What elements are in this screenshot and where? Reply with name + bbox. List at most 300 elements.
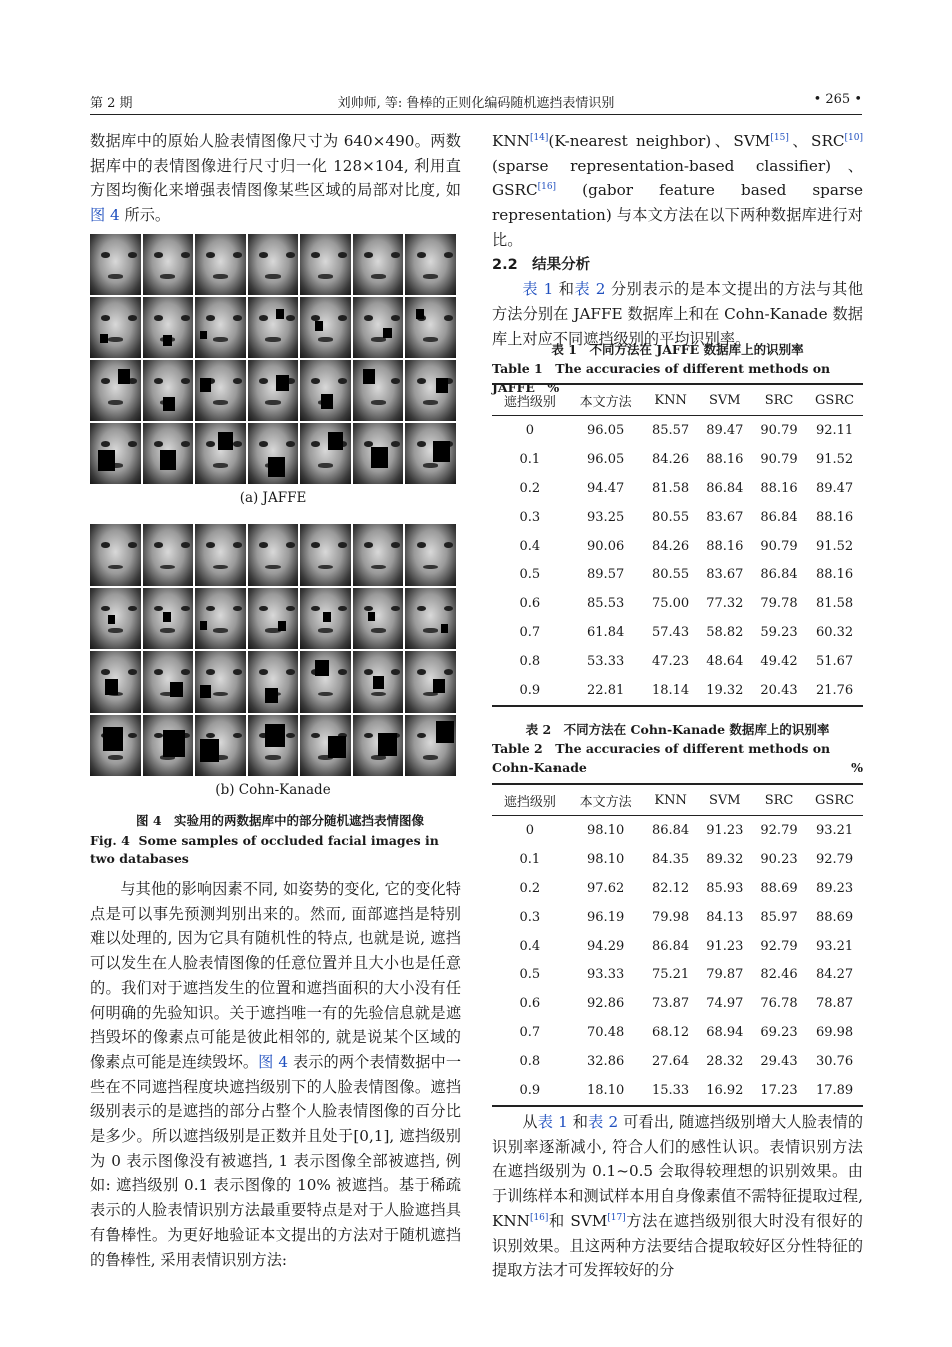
table-cell: 98.10 (587, 822, 625, 838)
left-p2-text-a: 与其他的影响因素不同, 如姿势的变化, 它的变化特点是可以事先预测判别出来的。然而, 面部遮挡是特别难以处理的, 因为它具有随机性的特点, 也就是说, 遮挡可以发生在人脸表情图像的任意位置并且大小也是任意的。我们对于遮挡发生的位置和遮挡面积的大小没有任何明确的先验知识。关于遮挡唯一有的先验信息就是遮挡毁坏的像素点可能是彼此相邻的, 就是说某个区域的像素点可能是连续毁坏。 (90, 880, 461, 1071)
face-thumbnail (353, 234, 404, 295)
face-thumbnail (143, 297, 194, 358)
table-cell: 57.43 (651, 625, 690, 641)
table-cell: 89.57 (587, 567, 625, 583)
face-thumbnail (90, 715, 141, 777)
table-cell: 92.11 (815, 422, 854, 438)
face-thumbnail (248, 651, 299, 713)
table-row (492, 845, 863, 874)
occlusion-block (200, 331, 207, 340)
face-thumbnail (353, 588, 404, 650)
face-thumbnail (195, 524, 246, 586)
table-cell: 0.4 (519, 538, 541, 554)
left-p1-text: 数据库中的原始人脸表情图像尺寸为 640×490。两数据库中的表情图像进行尺寸归一化 128×104, 利用直方图均衡化来增强表情图像某些区域的局部对比度, 如 (90, 132, 461, 200)
face-thumbnail (353, 524, 404, 586)
table2-link-2[interactable]: 表 2 (588, 1113, 619, 1131)
table-cell: 89.47 (815, 480, 854, 496)
occlusion-block (278, 621, 286, 630)
right-p2-and: 和 (553, 280, 575, 299)
table-cell: 85.53 (587, 596, 625, 612)
table-cell: 28.32 (706, 1054, 744, 1070)
face-thumbnail (248, 524, 299, 586)
occlusion-block (163, 397, 175, 412)
table-cell: 49.42 (760, 654, 798, 670)
face-thumbnail (90, 524, 141, 586)
table-cell: 92.86 (587, 996, 625, 1012)
face-thumbnail (195, 234, 246, 295)
table-cell: 0.7 (519, 1025, 541, 1041)
table-cell: 81.58 (651, 480, 690, 496)
table2-caption-en-line1: Table 2 The accuracies of different methods on Cohn-Ka- (492, 741, 831, 775)
face-thumbnail (143, 715, 194, 777)
face-thumbnail (90, 588, 141, 650)
table-cell: 60.32 (815, 625, 854, 641)
face-thumbnail (300, 234, 351, 295)
table1-link[interactable]: 表 1 (522, 280, 554, 299)
face-thumbnail (300, 651, 351, 713)
occlusion-block (433, 679, 445, 694)
occlusion-block (328, 736, 346, 758)
occlusion-block (200, 621, 207, 630)
table-cell: 85.57 (651, 422, 690, 438)
table-cell: 86.84 (760, 509, 798, 525)
table-cell: 88.69 (760, 880, 798, 896)
occlusion-block (315, 321, 323, 330)
table2-unit: % (851, 760, 863, 775)
table-cell: 17.23 (752, 1076, 806, 1106)
table-cell: 19.32 (698, 676, 752, 706)
table-row (492, 874, 863, 903)
table-cell: 89.47 (706, 422, 744, 438)
jaffe-image-grid (90, 234, 456, 484)
table-cell: 88.16 (815, 567, 854, 583)
table-cell: 88.69 (815, 909, 854, 925)
left-paragraph-2 (90, 877, 461, 1272)
fig4-link-2[interactable]: 图 4 (258, 1052, 289, 1071)
table-row (492, 445, 863, 474)
face-thumbnail (195, 423, 246, 484)
table-cell: 84.13 (706, 909, 744, 925)
table-cell: 0.9 (492, 676, 568, 706)
table-cohn-kanade (492, 783, 863, 1107)
table1-link-2[interactable]: 表 1 (537, 1113, 568, 1131)
occlusion-block (373, 676, 384, 690)
table2-caption-en-line2 (553, 758, 863, 777)
table-cell: 58.82 (706, 625, 744, 641)
table-cell: 96.05 (587, 422, 625, 438)
occlusion-block (323, 612, 331, 622)
face-thumbnail (195, 588, 246, 650)
table-cell: 80.55 (651, 567, 690, 583)
src-text: 、SRC (788, 132, 845, 150)
table-cell: 0.4 (519, 938, 541, 954)
face-thumbnail (143, 651, 194, 713)
table-cell: 93.25 (587, 509, 625, 525)
occlusion-block (436, 378, 448, 393)
table-cell: 83.67 (706, 509, 744, 525)
occlusion-block (265, 724, 284, 747)
occlusion-block (100, 334, 108, 343)
face-thumbnail (405, 524, 456, 586)
table-cell: 73.87 (651, 996, 690, 1012)
table-cell: 69.98 (815, 1025, 854, 1041)
table-row (492, 816, 863, 845)
face-thumbnail (300, 297, 351, 358)
page-number: • 265 • (813, 92, 862, 107)
face-thumbnail (248, 715, 299, 777)
table2-caption-cn: 表 2 不同方法在 Cohn-Kanade 数据库上的识别率 (525, 722, 830, 737)
table-cell: 88.16 (706, 451, 744, 467)
left-p1-tail: 所示。 (119, 206, 171, 225)
face-thumbnail (300, 524, 351, 586)
face-thumbnail (90, 423, 141, 484)
right-p3-b: 和 (567, 1113, 589, 1131)
table-cell: 94.29 (587, 938, 625, 954)
left-p2-text-b: 表示的两个表情数据中一些在不同遮挡程度块遮挡级别下的人脸表情图像。遮挡级别表示的是遮挡的部分占整个人脸表情图像的百分比是多少。所以遮挡级别是正数并且处于[0,1], 遮挡级别为 0 表示图像没有被遮挡, 1 表示图像全部被遮挡, 例如: 遮挡级别 0.1 表示图像的 10% 被遮挡。基于稀疏表示的人脸表情识别方法最重要特点是对于人脸遮挡具有鲁棒性。为更好地验证本文提出的方法对于随机遮挡的鲁棒性, 采用表情识别方法: (90, 1052, 462, 1269)
table-cell: 91.52 (815, 538, 854, 554)
table-header-cell: SRC (752, 784, 806, 816)
right-p3-a: 从 (522, 1113, 538, 1131)
face-thumbnail (143, 524, 194, 586)
table-cell: 90.79 (760, 422, 798, 438)
face-thumbnail (143, 360, 194, 421)
face-thumbnail (405, 715, 456, 777)
table-cell: 93.21 (815, 822, 854, 838)
table-cell: 91.52 (815, 451, 854, 467)
table-cell: 86.84 (651, 822, 690, 838)
table-cell: 91.23 (706, 938, 744, 954)
occlusion-block (416, 309, 424, 319)
face-thumbnail (405, 360, 456, 421)
table-cell: 90.23 (760, 851, 798, 867)
figure-caption-en-text: Some samples of occluded facial images in two databases (90, 833, 439, 866)
table-cell: 96.05 (587, 451, 625, 467)
table-cell: 0.3 (519, 509, 541, 525)
table-cell: 85.93 (706, 880, 744, 896)
table-cell: 75.21 (651, 967, 690, 983)
table-cell: 89.32 (706, 851, 744, 867)
ref-17[interactable]: [17] (607, 1212, 626, 1223)
table-cell: 88.16 (815, 509, 854, 525)
table-cell: 84.26 (651, 451, 690, 467)
face-thumbnail (248, 588, 299, 650)
table-cell: 92.79 (760, 822, 798, 838)
ref-15[interactable]: [15] (770, 132, 789, 143)
gsrc-text: (sparse representation-based classifier)、GSRC (492, 156, 863, 200)
table-row (492, 903, 863, 932)
occlusion-block (160, 450, 176, 470)
face-thumbnail (143, 588, 194, 650)
face-thumbnail (300, 423, 351, 484)
table-cell: 20.43 (752, 676, 806, 706)
table-cell: 18.10 (568, 1076, 644, 1106)
table-cell: 0.5 (519, 967, 541, 983)
table-jaffe (492, 383, 863, 707)
table-cell: 82.12 (651, 880, 690, 896)
table-row (492, 532, 863, 561)
table-cell: 17.89 (806, 1076, 863, 1106)
table-row (492, 989, 863, 1018)
table-cell: 81.58 (815, 596, 854, 612)
occlusion-block (103, 727, 123, 752)
table-cell: 53.33 (587, 654, 625, 670)
table-cell: 91.23 (706, 822, 744, 838)
table-cell: 0.9 (492, 1076, 568, 1106)
table-cell: 79.98 (651, 909, 690, 925)
ref-14[interactable]: [14] (529, 132, 549, 143)
face-thumbnail (300, 715, 351, 777)
table-cell: 0.6 (519, 996, 541, 1012)
face-thumbnail (248, 360, 299, 421)
table-cell: 0.7 (519, 625, 541, 641)
table-cell: 75.00 (651, 596, 690, 612)
face-thumbnail (353, 651, 404, 713)
table-cell: 68.12 (651, 1025, 690, 1041)
table-cell: 0.5 (519, 567, 541, 583)
svm-text: (K-nearest neighbor)、SVM (548, 132, 771, 150)
face-thumbnail (248, 423, 299, 484)
occlusion-block (218, 432, 233, 450)
table-cell: 98.10 (587, 851, 625, 867)
table-cell: 51.67 (815, 654, 854, 670)
face-thumbnail (248, 234, 299, 295)
figure-caption-en (90, 832, 461, 868)
face-thumbnail (300, 588, 351, 650)
table-cell: 30.76 (815, 1054, 854, 1070)
ref-10[interactable]: [10] (844, 132, 864, 143)
cohn-kanade-image-grid (90, 524, 456, 776)
left-paragraph-1 (90, 129, 461, 228)
table-cell: 86.84 (760, 567, 798, 583)
table-cell: 16.92 (698, 1076, 752, 1106)
table-cell: 48.64 (706, 654, 744, 670)
occlusion-block (105, 679, 118, 695)
table-cell: 32.86 (587, 1054, 625, 1070)
table-row (492, 676, 863, 706)
table-header-cell: SVM (698, 784, 752, 816)
table-cell: 97.62 (587, 880, 625, 896)
face-thumbnail (300, 360, 351, 421)
table-row (492, 618, 863, 647)
right-p3-d: 和 SVM (548, 1211, 608, 1230)
face-thumbnail (405, 234, 456, 295)
ref-16[interactable]: [16] (537, 182, 557, 193)
face-thumbnail (90, 297, 141, 358)
occlusion-block (441, 624, 448, 633)
table-header-cell: 遮挡级别 (492, 784, 568, 816)
table-cell: 84.35 (651, 851, 690, 867)
face-thumbnail (353, 423, 404, 484)
table-row (492, 1047, 863, 1076)
occlusion-block (98, 450, 115, 471)
occlusion-block (436, 721, 454, 743)
face-thumbnail (195, 651, 246, 713)
comparison-text: (gabor feature based sparse representation) 与本文方法在以下两种数据库进行对比。 (492, 181, 863, 249)
occlusion-block (378, 733, 397, 756)
face-thumbnail (195, 360, 246, 421)
face-thumbnail (405, 423, 456, 484)
table-header-cell: GSRC (806, 784, 863, 816)
occlusion-block (276, 309, 284, 319)
table-cell: 92.79 (760, 938, 798, 954)
table-cell: 86.84 (651, 938, 690, 954)
occlusion-block (363, 369, 375, 384)
occlusion-block (321, 394, 334, 409)
table2-link[interactable]: 表 2 (574, 280, 606, 299)
table-cell: 90.06 (587, 538, 625, 554)
table-header-cell: 本文方法 (568, 384, 644, 416)
table1-caption-cn: 表 1 不同方法在 JAFFE 数据库上的识别率 (551, 342, 804, 357)
table-cell: 68.94 (706, 1025, 744, 1041)
occlusion-block (371, 447, 388, 468)
issue-label: 第 2 期 (90, 96, 133, 111)
table-row (492, 647, 863, 676)
occlusion-block (108, 615, 116, 624)
table-cell: 0.2 (519, 880, 541, 896)
table-cell: 77.32 (706, 596, 744, 612)
occlusion-block (265, 688, 277, 703)
face-thumbnail (405, 297, 456, 358)
table-header-cell: 遮挡级别 (492, 384, 568, 416)
table-row (492, 932, 863, 961)
table-row (492, 589, 863, 618)
table-cell: 90.79 (760, 538, 798, 554)
face-thumbnail (90, 234, 141, 295)
table-row (492, 960, 863, 989)
section-heading: 2.2 结果分析 (492, 256, 591, 273)
table-cell: 90.79 (760, 451, 798, 467)
occlusion-block (368, 612, 375, 621)
ref-16b[interactable]: [16] (529, 1212, 549, 1223)
table1-caption-en: Table 1 The accuracies of different methods on JAFFE % (492, 361, 831, 395)
table-row (492, 416, 863, 445)
face-thumbnail (143, 234, 194, 295)
table-cell: 82.46 (760, 967, 798, 983)
occlusion-block (276, 375, 289, 391)
table-cell: 76.78 (760, 996, 798, 1012)
occlusion-block (200, 739, 219, 762)
occlusion-block (433, 441, 450, 462)
face-thumbnail (353, 297, 404, 358)
table-cell: 85.97 (760, 909, 798, 925)
table-cell: 83.67 (706, 567, 744, 583)
table-cell: 88.16 (706, 538, 744, 554)
occlusion-block (200, 685, 211, 699)
subfigure-b-label: (b) Cohn-Kanade (215, 782, 331, 798)
occlusion-block (383, 328, 392, 338)
table-cell: 0.8 (519, 654, 541, 670)
occlusion-block (118, 369, 131, 384)
table-cell: 70.48 (587, 1025, 625, 1041)
table-row (492, 560, 863, 589)
table-cell: 69.23 (760, 1025, 798, 1041)
face-thumbnail (90, 651, 141, 713)
table-cell: 0.1 (519, 851, 541, 867)
face-thumbnail (195, 297, 246, 358)
table-cell: 89.23 (815, 880, 854, 896)
table-cell: 15.33 (644, 1076, 698, 1106)
table-cell: 84.27 (815, 967, 854, 983)
face-thumbnail (195, 715, 246, 777)
table-cell: 0.3 (519, 909, 541, 925)
knn-text: KNN (492, 132, 530, 150)
face-thumbnail (353, 715, 404, 777)
face-thumbnail (405, 588, 456, 650)
fig4-link[interactable]: 图 4 (90, 206, 120, 225)
table-row (492, 1076, 863, 1106)
table-header-cell: SRC (752, 384, 806, 416)
occlusion-block (163, 335, 172, 346)
occlusion-block (170, 682, 182, 697)
table-cell: 0.8 (519, 1054, 541, 1070)
table-header-cell: KNN (644, 784, 698, 816)
table-cell: 47.23 (651, 654, 690, 670)
face-thumbnail (353, 360, 404, 421)
figure-caption-cn: 图 4 实验用的两数据库中的部分随机遮挡表情图像 (135, 813, 425, 828)
right-paragraph-3 (492, 1110, 863, 1283)
table-cell: 0 (525, 422, 535, 438)
right-p3-c: 可看出, 随遮挡级别增大人脸表情的识别率逐渐减小, 符合人们的感性认识。表情识别方法在遮挡级别为 0.1~0.5 会取得较理想的识别效果。由于训练样本和测试样本用自身像素值不需特征提取过程, KNN (492, 1113, 864, 1230)
table-cell: 0 (525, 822, 535, 838)
face-thumbnail (90, 360, 141, 421)
running-header (90, 92, 862, 115)
right-p3-e: 方法在遮挡级别很大时没有很好的识别效果。且这两种方法要结合提取较好区分性特征的提取方法才可发挥较好的分 (492, 1211, 863, 1280)
table-cell: 74.97 (706, 996, 744, 1012)
occlusion-block (200, 378, 211, 391)
table-header-cell: GSRC (806, 384, 863, 416)
face-thumbnail (143, 423, 194, 484)
table-cell: 84.26 (651, 538, 690, 554)
table-cell: 22.81 (568, 676, 644, 706)
figure-label-en: Fig. 4 (90, 833, 130, 848)
table-cell: 92.79 (815, 851, 854, 867)
right-paragraph-1 (492, 129, 863, 351)
right-p2-text: 分别表示的是本文提出的方法与其他方法分别在 JAFFE 数据库上和在 Cohn-Kanade 数据库上对应不同遮挡级别的平均识别率。 (492, 280, 864, 348)
table-cell: 21.76 (806, 676, 863, 706)
occlusion-block (315, 660, 328, 676)
table-header-cell: 本文方法 (568, 784, 644, 816)
table-cell: 79.87 (706, 967, 744, 983)
subfigure-a-label: (a) JAFFE (239, 490, 307, 506)
table2-caption-tail: nade (553, 760, 587, 775)
table-row (492, 503, 863, 532)
occlusion-block (328, 432, 343, 450)
table-cell: 0.2 (519, 480, 541, 496)
table-cell: 94.47 (587, 480, 625, 496)
table-cell: 80.55 (651, 509, 690, 525)
occlusion-block (163, 730, 185, 757)
table-cell: 59.23 (760, 625, 798, 641)
table-cell: 27.64 (651, 1054, 690, 1070)
table-cell: 86.84 (706, 480, 744, 496)
table-cell: 61.84 (587, 625, 625, 641)
table-cell: 0.6 (519, 596, 541, 612)
table-cell: 0.1 (519, 451, 541, 467)
table-cell: 93.21 (815, 938, 854, 954)
occlusion-block (268, 457, 285, 478)
running-title: 刘帅师, 等: 鲁棒的正则化编码随机遮挡表情识别 (337, 96, 615, 111)
table-row (492, 474, 863, 503)
face-thumbnail (248, 297, 299, 358)
table-header-cell: SVM (698, 384, 752, 416)
table-cell: 93.33 (587, 967, 625, 983)
table-cell: 96.19 (587, 909, 625, 925)
table-cell: 18.14 (644, 676, 698, 706)
table-header-cell: KNN (644, 384, 698, 416)
face-thumbnail (405, 651, 456, 713)
occlusion-block (163, 612, 171, 622)
table-cell: 88.16 (760, 480, 798, 496)
